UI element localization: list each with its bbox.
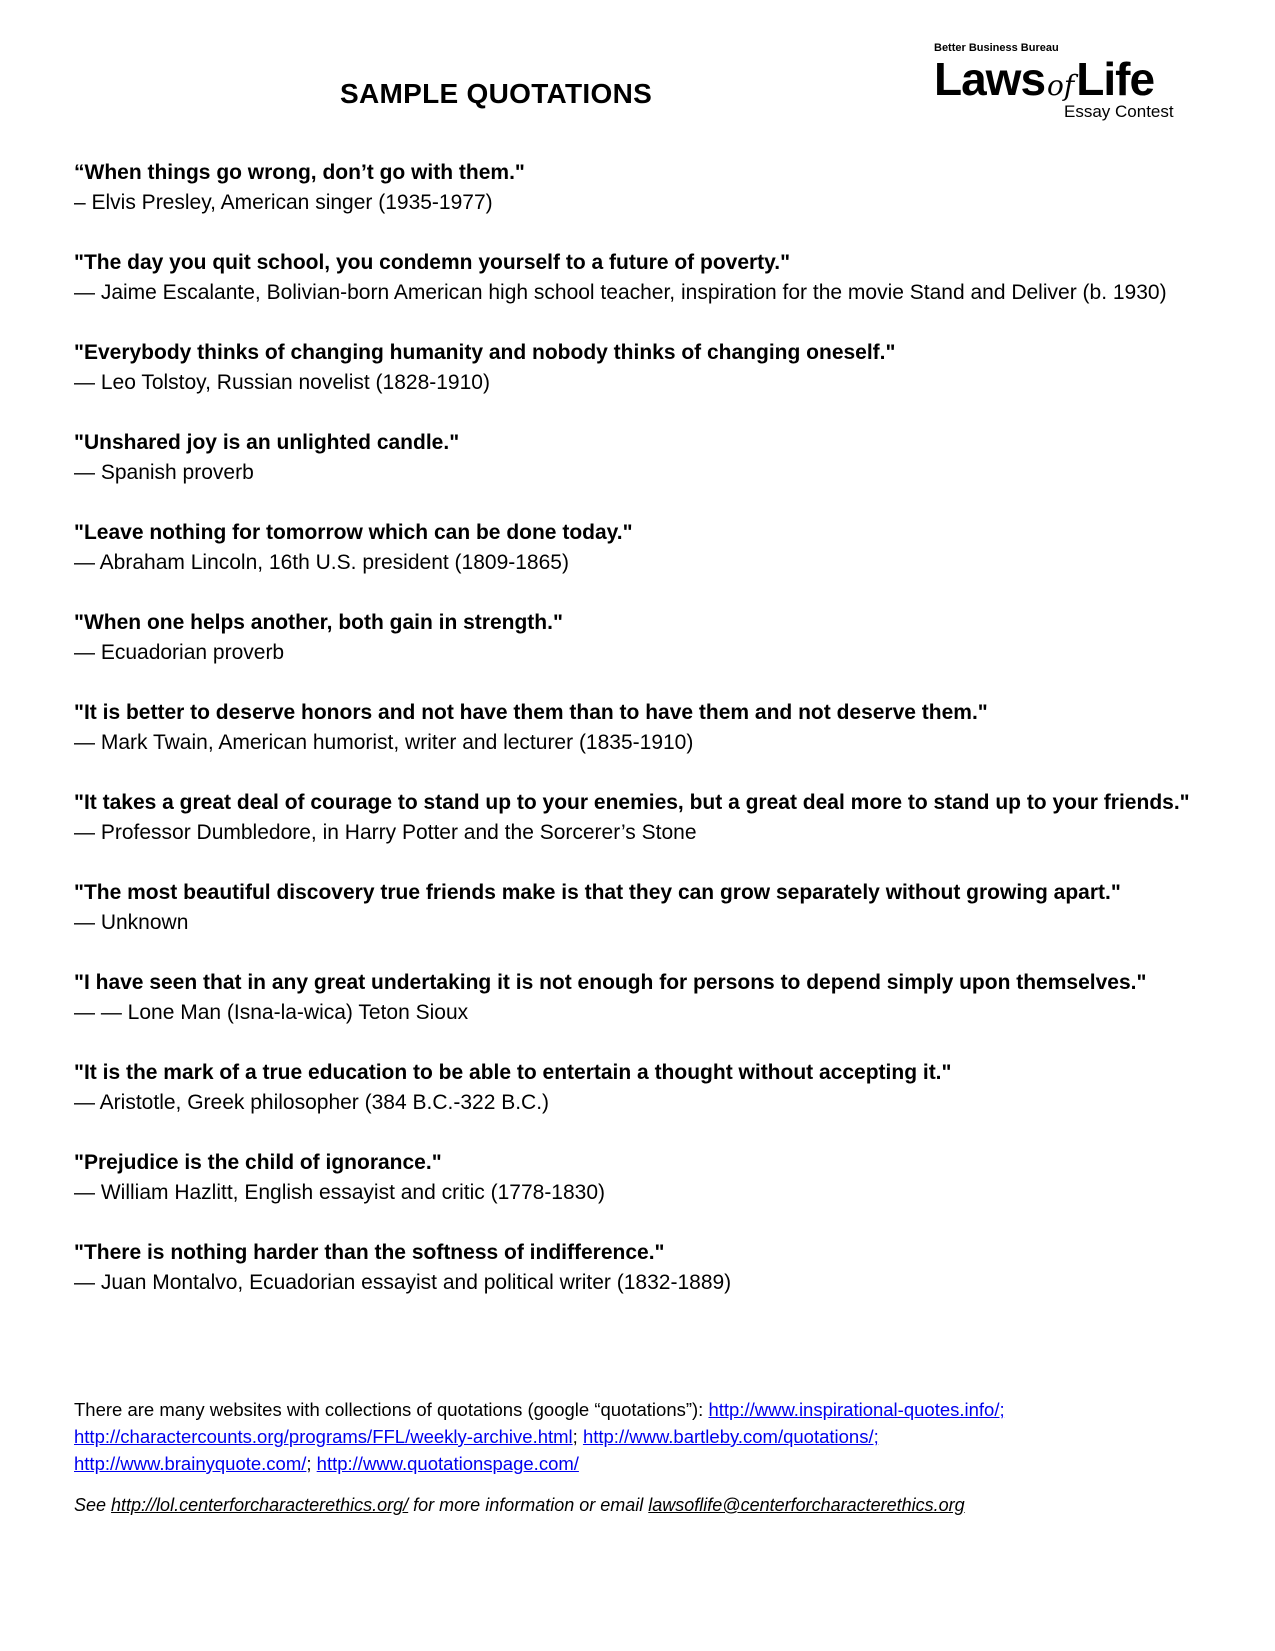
quote-text: "I have seen that in any great undertaking it is not enough for persons to depend simply upon themselves." [74, 971, 1147, 994]
quote-text: "When one helps another, both gain in strength." [74, 611, 563, 634]
quote-attribution: — Professor Dumbledore, in Harry Potter and the Sorcerer’s Stone [74, 821, 697, 844]
quote-attribution: — Ecuadorian proverb [74, 641, 285, 664]
quote-text: "There is nothing harder than the softness of indifference." [74, 1241, 665, 1264]
quote-item [74, 158, 1214, 218]
quote-text: "Everybody thinks of changing humanity and nobody thinks of changing oneself." [74, 341, 896, 364]
logo-org-name: Better Business Bureau [934, 42, 1059, 54]
quote-item [74, 1238, 1214, 1298]
quote-text: "Leave nothing for tomorrow which can be done today." [74, 521, 633, 544]
quote-attribution: – Elvis Presley, American singer (1935-1977) [74, 191, 493, 214]
quote-text: "Prejudice is the child of ignorance." [74, 1151, 442, 1174]
footer-middle: for more information or email [408, 1495, 649, 1515]
quote-item [74, 1058, 1214, 1118]
quote-attribution: — Spanish proverb [74, 461, 254, 484]
quote-attribution: — Juan Montalvo, Ecuadorian essayist and political writer (1832-1889) [74, 1271, 732, 1294]
quote-text: "It takes a great deal of courage to stand up to your enemies, but a great deal more to stand up to your friends." [74, 791, 1190, 814]
logo-subtitle: Essay Contest [1064, 102, 1174, 121]
quote-item [74, 698, 1214, 758]
quote-attribution: — Mark Twain, American humorist, writer and lecturer (1835-1910) [74, 731, 694, 754]
link-separator: ; [306, 1453, 317, 1474]
quote-text: “When things go wrong, don’t go with them." [74, 161, 525, 184]
quote-attribution: — Abraham Lincoln, 16th U.S. president (1809-1865) [74, 551, 569, 574]
quote-attribution: — Leo Tolstoy, Russian novelist (1828-1910) [74, 371, 490, 394]
quote-item [74, 428, 1214, 488]
logo-wordmark [934, 52, 1154, 107]
quote-text: "It is the mark of a true education to be able to entertain a thought without accepting it." [74, 1061, 952, 1084]
laws-of-life-logo [934, 42, 1204, 132]
page-title: SAMPLE QUOTATIONS [340, 78, 653, 109]
footer-note [74, 1495, 1214, 1516]
link-brainyquote[interactable]: http://www.brainyquote.com/ [74, 1453, 307, 1474]
link-separator: ; [572, 1426, 583, 1447]
logo-word-laws: Laws [934, 53, 1046, 105]
quote-item [74, 1148, 1214, 1208]
quote-attribution: — — Lone Man (Isna-la-wica) Teton Sioux [74, 1001, 469, 1024]
quote-item [74, 248, 1214, 308]
quote-attribution: — Unknown [74, 911, 189, 934]
websites-paragraph [74, 1396, 1214, 1477]
link-bartleby[interactable]: http://www.bartleby.com/quotations/; [582, 1426, 879, 1447]
quote-attribution: — Jaime Escalante, Bolivian-born American high school teacher, inspiration for the movie Stand and Deliver (b. 1930) [74, 281, 1167, 304]
logo-word-life: Life [1076, 53, 1155, 105]
quote-text: "Unshared joy is an unlighted candle." [74, 431, 460, 454]
link-charactercounts[interactable]: http://charactercounts.org/programs/FFL/weekly-archive.html [74, 1426, 573, 1447]
quote-item [74, 338, 1214, 398]
quote-text: "It is better to deserve honors and not have them than to have them and not deserve them." [74, 701, 988, 724]
footer-email[interactable]: lawsoflife@centerforcharacterethics.org [648, 1495, 965, 1515]
quote-list [74, 158, 1214, 1328]
quote-attribution: — Aristotle, Greek philosopher (384 B.C.-322 B.C.) [74, 1091, 550, 1114]
quote-item [74, 968, 1214, 1028]
quote-item [74, 788, 1214, 848]
logo-word-of: of [1047, 69, 1075, 102]
quote-attribution: — William Hazlitt, English essayist and critic (1778-1830) [74, 1181, 606, 1204]
footer-url[interactable]: http://lol.centerforcharacterethics.org/ [111, 1495, 409, 1515]
link-inspirational-quotes[interactable]: http://www.inspirational-quotes.info/; [708, 1399, 1005, 1420]
footer-see: See [74, 1495, 112, 1515]
link-quotationspage[interactable]: http://www.quotationspage.com/ [316, 1453, 579, 1474]
websites-intro: There are many websites with collections of quotations (google “quotations”): [74, 1399, 709, 1420]
quote-item [74, 608, 1214, 668]
quote-text: "The day you quit school, you condemn yourself to a future of poverty." [74, 251, 791, 274]
quote-item [74, 878, 1214, 938]
quote-text: "The most beautiful discovery true friends make is that they can grow separately without growing apart." [74, 881, 1121, 904]
quote-item [74, 518, 1214, 578]
